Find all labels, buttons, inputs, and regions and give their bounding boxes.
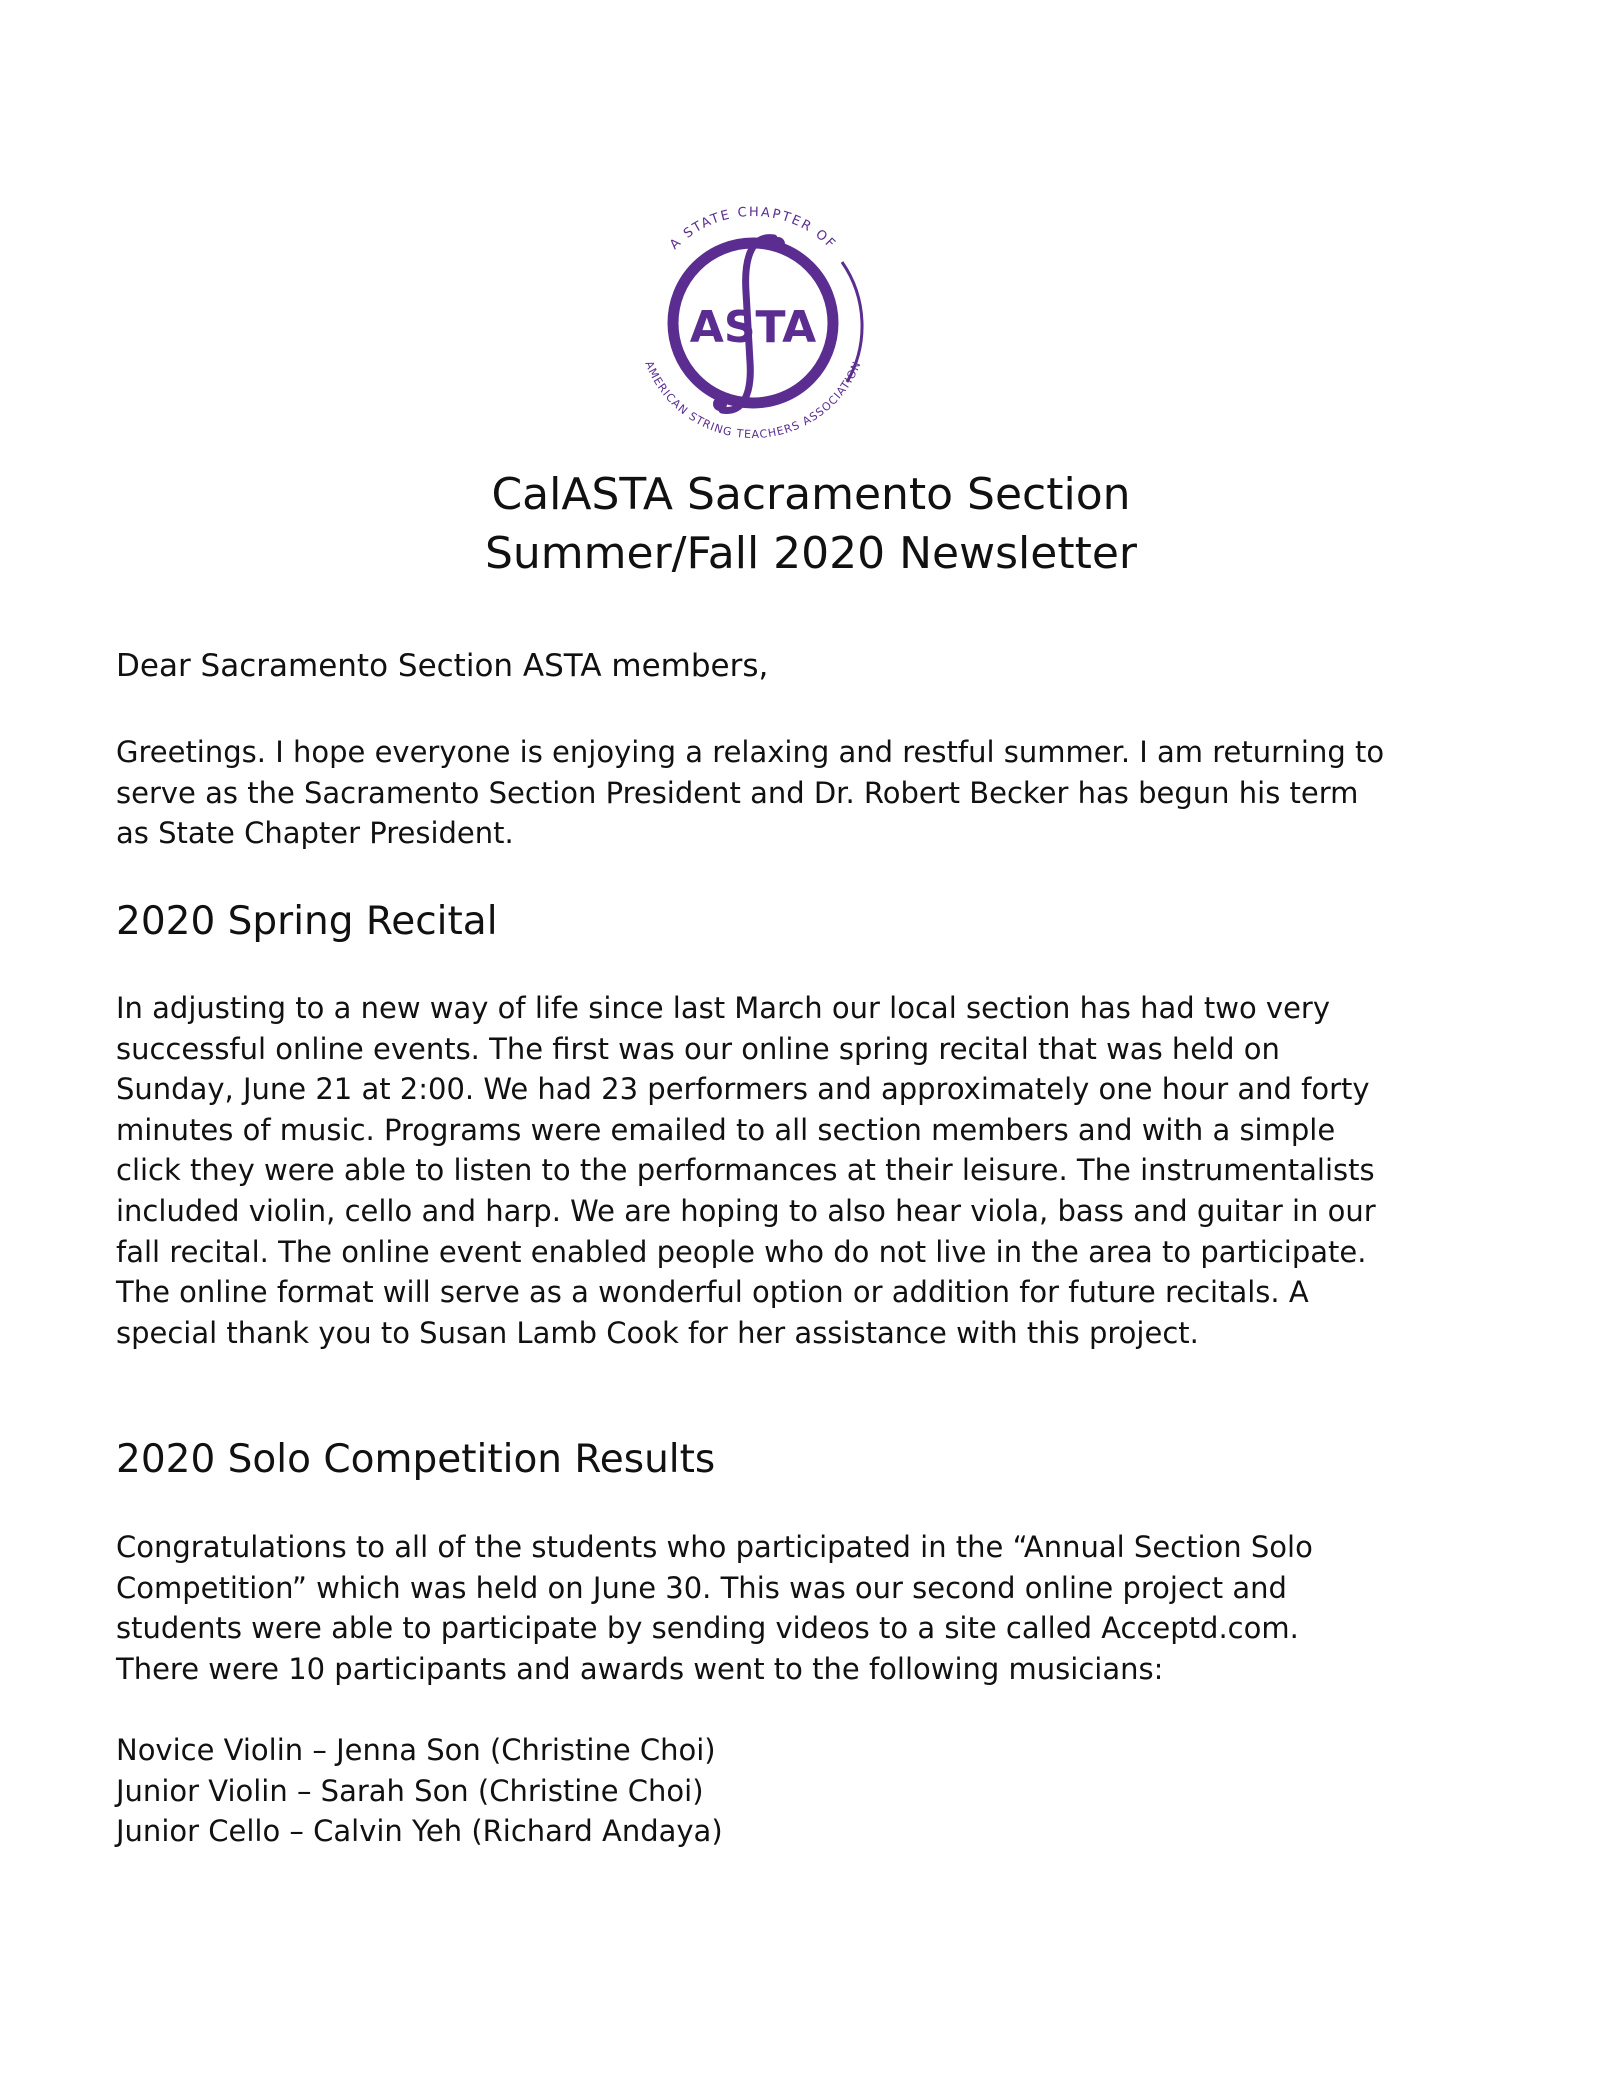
award-item: Novice Violin – Jenna Son (Christine Choi)	[116, 1733, 716, 1767]
newsletter-title-line2: Summer/Fall 2020 Newsletter	[484, 528, 1137, 579]
asta-logo	[622, 192, 884, 454]
spring-recital-paragraph: In adjusting to a new way of life since last March our local section has had two very successful online events. The first was our online spring recital that was held on Sunday, June 21 at 2:00. We had 23 performers and approximately one hour and forty minutes of music. Programs were emailed to all section members and with a simple click they were able to listen to the performances at their leisure. The instrumentalists included violin, cello and harp. We are hoping to also hear viola, bass and guitar in our fall recital. The online event enabled people who do not live in the area to participate. The online format will serve as a wonderful option or addition for future recitals. A special thank you to Susan Lamb Cook for her assistance with this project.	[116, 991, 1376, 1350]
solo-competition-paragraph: Congratulations to all of the students who participated in the “Annual Section Solo Competition” which was held on June 30. This was our second online project and students were able to participate by sending videos to a site called Acceptd.com. There were 10 participants and awards went to the following musicians:	[116, 1530, 1313, 1686]
spring-recital-heading: 2020 Spring Recital	[116, 899, 498, 944]
award-item: Junior Cello – Calvin Yeh (Richard Andaya)	[116, 1814, 723, 1849]
solo-competition-heading: 2020 Solo Competition Results	[116, 1437, 716, 1482]
salutation: Dear Sacramento Section ASTA members,	[116, 648, 769, 684]
newsletter-title-line1: CalASTA Sacramento Section	[491, 469, 1131, 520]
intro-paragraph: Greetings. I hope everyone is enjoying a relaxing and restful summer. I am returning to serve as the Sacramento Section President and Dr. Robert Becker has begun his term as State Chapter President.	[116, 735, 1385, 851]
awards-list	[116, 1730, 1386, 1852]
logo-arc-top-text: A STATE CHAPTER OF	[667, 204, 839, 253]
logo-arc-bottom-text: AMERICAN STRING TEACHERS ASSOCIATION	[642, 359, 864, 442]
logo-center-text: ASTA	[689, 302, 817, 353]
asta-logo-graphic	[622, 192, 884, 454]
award-item: Junior Violin – Sarah Son (Christine Choi)	[116, 1773, 704, 1808]
